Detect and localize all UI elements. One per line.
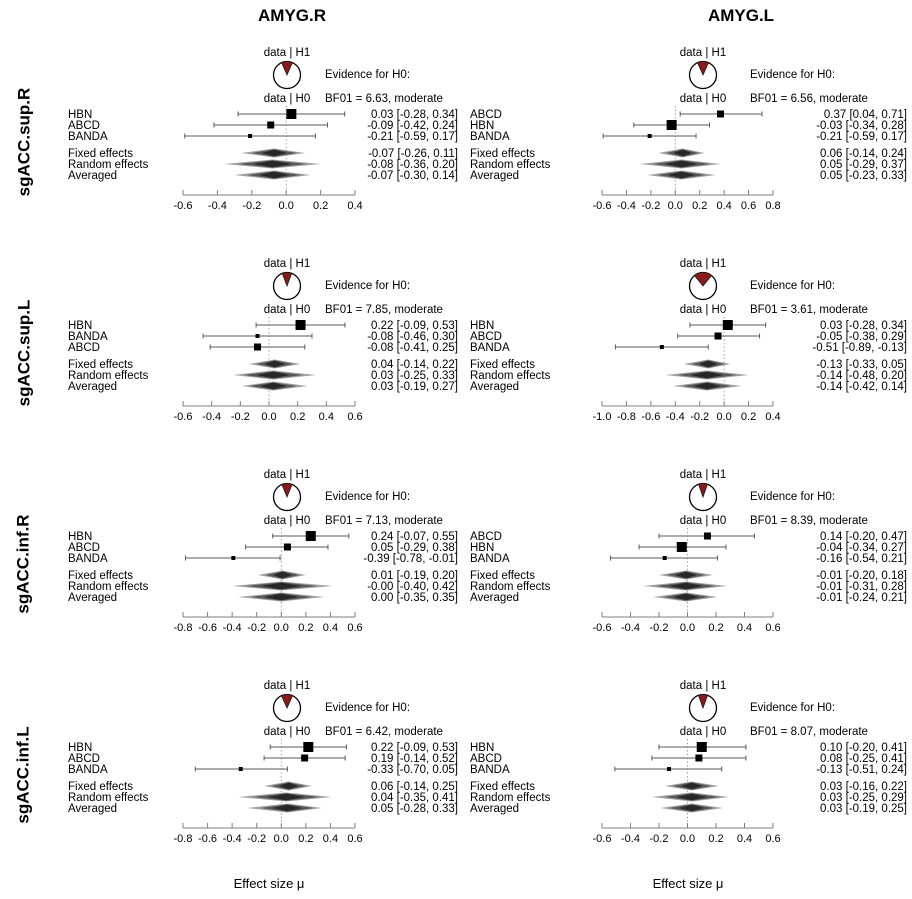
study-label: BANDA xyxy=(470,553,510,565)
estimate-value: 0.24 [-0.07, 0.55] xyxy=(371,531,458,543)
x-axis-tick-label: 0.6 xyxy=(347,833,363,845)
x-axis-tick-label: 0.0 xyxy=(667,200,683,212)
estimate-value: -0.01 [-0.24, 0.21] xyxy=(816,592,907,604)
pie-top-label: data | H1 xyxy=(263,47,311,59)
study-label: HBN xyxy=(470,320,495,332)
x-axis-tick-label: -0.4 xyxy=(665,411,685,423)
x-axis-tick-label: 0.2 xyxy=(290,411,306,423)
estimate-value: 0.19 [-0.14, 0.52] xyxy=(371,753,458,765)
row-header-label: sgACC.sup.L xyxy=(14,299,34,406)
summary-label: Averaged xyxy=(68,592,118,604)
x-axis-tick-label: 0.4 xyxy=(347,200,363,212)
estimate-value: -0.09 [-0.42, 0.24] xyxy=(367,120,458,132)
study-label: ABCD xyxy=(470,531,502,543)
x-axis-tick-label: -0.4 xyxy=(222,833,242,845)
summary-label: Fixed effects xyxy=(470,570,535,582)
x-axis-tick-label: -0.2 xyxy=(242,200,262,212)
estimate-value: -0.01 [-0.20, 0.18] xyxy=(816,570,907,582)
pie-top-label: data | H1 xyxy=(263,680,311,692)
x-axis-tick-label: 0.4 xyxy=(736,833,753,845)
estimate-value: 0.01 [-0.19, 0.20] xyxy=(371,570,458,582)
study-label: BANDA xyxy=(68,764,108,776)
evidence-heading: Evidence for H0: xyxy=(750,702,836,714)
summary-label: Averaged xyxy=(68,803,118,815)
x-axis-tick-label: -0.2 xyxy=(247,833,267,845)
pie-top-label: data | H1 xyxy=(263,469,311,481)
x-axis-tick-label: -0.6 xyxy=(198,622,218,634)
estimate-value: 0.00 [-0.35, 0.35] xyxy=(371,592,458,604)
summary-label: Random effects xyxy=(470,159,551,171)
x-axis-tick-label: 0.6 xyxy=(765,622,781,634)
row-header-label: sgACC.inf.L xyxy=(14,725,33,824)
evidence-heading: Evidence for H0: xyxy=(325,491,411,503)
summary-label: Averaged xyxy=(68,170,118,182)
estimate-value: 0.22 [-0.09, 0.53] xyxy=(371,320,458,332)
effect-marker xyxy=(239,767,243,771)
forest-panel-sup-l-amyg-r xyxy=(60,247,460,458)
effect-marker xyxy=(231,556,235,560)
study-label: BANDA xyxy=(68,131,108,143)
forest-panel-inf-r-amyg-r xyxy=(60,458,460,669)
estimate-value: -0.39 [-0.78, -0.01] xyxy=(363,553,458,565)
row-header-sgacc-sup-r xyxy=(4,36,44,247)
estimate-value: -0.13 [-0.33, 0.05] xyxy=(816,359,907,371)
estimate-value: 0.10 [-0.20, 0.41] xyxy=(820,742,907,754)
pie-bottom-label: data | H0 xyxy=(263,726,311,738)
bf01-value: BF01 = 8.07, moderate xyxy=(750,726,868,738)
estimate-value: 0.08 [-0.25, 0.41] xyxy=(820,753,907,765)
summary-label: Fixed effects xyxy=(68,359,133,371)
x-axis-tick-label: -0.6 xyxy=(198,833,218,845)
evidence-heading: Evidence for H0: xyxy=(750,69,836,81)
column-header-amyg-r: AMYG.R xyxy=(258,6,326,25)
estimate-value: -0.13 [-0.51, 0.24] xyxy=(816,764,907,776)
x-axis-tick-label: -0.2 xyxy=(641,200,661,212)
x-axis-tick-label: 0.0 xyxy=(679,833,696,845)
column-header-amyg-l: AMYG.L xyxy=(707,6,775,25)
x-axis-tick-label: 0.2 xyxy=(298,622,314,634)
pie-bottom-label: data | H0 xyxy=(263,515,311,527)
x-axis-tick-label: -0.4 xyxy=(207,200,227,212)
effect-marker xyxy=(301,755,308,762)
effect-marker xyxy=(256,334,260,338)
x-axis-tick-label: -0.6 xyxy=(173,200,193,212)
effect-marker xyxy=(677,542,687,552)
evidence-heading: Evidence for H0: xyxy=(750,491,836,503)
effect-marker xyxy=(286,109,296,119)
x-axis-tick-label: -0.6 xyxy=(592,622,612,634)
study-label: ABCD xyxy=(68,753,100,765)
estimate-value: 0.06 [-0.14, 0.25] xyxy=(371,781,458,793)
estimate-value: -0.04 [-0.34, 0.27] xyxy=(816,542,907,554)
estimate-value: -0.14 [-0.42, 0.14] xyxy=(816,381,907,393)
x-axis-tick-label: -0.6 xyxy=(592,200,612,212)
x-axis-tick-label: -0.8 xyxy=(173,833,193,845)
summary-label: Fixed effects xyxy=(470,359,535,371)
row-header-sgacc-inf-r xyxy=(4,458,44,669)
study-label: HBN xyxy=(470,542,495,554)
summary-label: Averaged xyxy=(470,381,520,393)
estimate-value: 0.03 [-0.16, 0.22] xyxy=(820,781,907,793)
study-label: HBN xyxy=(68,109,93,121)
estimate-value: 0.04 [-0.35, 0.41] xyxy=(371,792,458,804)
forest-panel-sup-r-amyg-l xyxy=(460,36,912,247)
effect-marker xyxy=(663,556,667,560)
effect-marker xyxy=(306,531,316,541)
estimate-value: -0.51 [-0.89, -0.13] xyxy=(812,342,907,354)
x-axis-tick-label: -0.4 xyxy=(202,411,222,423)
summary-label: Averaged xyxy=(470,803,520,815)
pie-top-label: data | H1 xyxy=(679,680,727,692)
x-axis-tick-label: 0.0 xyxy=(679,622,696,634)
x-axis-tick-label: -0.4 xyxy=(616,200,636,212)
x-axis-tick-label: 0.4 xyxy=(322,833,339,845)
x-axis-title-left: Effect size μ xyxy=(233,876,305,891)
effect-marker xyxy=(248,134,252,138)
pie-bottom-label: data | H0 xyxy=(679,515,727,527)
evidence-heading: Evidence for H0: xyxy=(325,69,411,81)
summary-label: Random effects xyxy=(68,159,149,171)
bf01-value: BF01 = 6.42, moderate xyxy=(325,726,443,738)
estimate-value: -0.05 [-0.38, 0.29] xyxy=(816,331,907,343)
x-axis-tick-label: 0.8 xyxy=(765,200,781,212)
estimate-value: 0.06 [-0.14, 0.24] xyxy=(820,148,907,160)
x-axis-tick-label: 0.0 xyxy=(273,833,289,845)
x-axis-tick-label: 0.4 xyxy=(765,411,781,423)
x-axis-tick-label: -0.8 xyxy=(173,622,193,634)
pie-bottom-label: data | H0 xyxy=(679,304,727,316)
estimate-value: -0.08 [-0.41, 0.25] xyxy=(367,342,458,354)
pie-top-label: data | H1 xyxy=(679,258,727,270)
effect-marker xyxy=(717,111,724,118)
effect-marker xyxy=(695,755,702,762)
effect-marker xyxy=(697,742,707,752)
bf01-value: BF01 = 8.39, moderate xyxy=(750,515,868,527)
summary-label: Averaged xyxy=(470,170,520,182)
study-label: HBN xyxy=(68,531,93,543)
x-axis-tick-label: -0.6 xyxy=(592,833,612,845)
study-label: BANDA xyxy=(470,764,510,776)
summary-label: Random effects xyxy=(68,581,149,593)
row-header-label: sgACC.inf.R xyxy=(14,513,34,614)
pie-bottom-label: data | H0 xyxy=(263,93,311,105)
pie-top-label: data | H1 xyxy=(679,469,727,481)
summary-label: Random effects xyxy=(470,581,551,593)
pie-bottom-label: data | H0 xyxy=(679,93,727,105)
estimate-value: 0.05 [-0.29, 0.37] xyxy=(820,159,907,171)
pie-top-label: data | H1 xyxy=(679,47,727,59)
estimate-value: -0.00 [-0.40, 0.42] xyxy=(367,581,458,593)
x-axis-tick-label: -0.4 xyxy=(222,622,242,634)
x-axis-tick-label: -0.8 xyxy=(616,411,636,423)
bf01-value: BF01 = 3.61, moderate xyxy=(750,304,868,316)
summary-label: Fixed effects xyxy=(470,781,535,793)
bf01-value: BF01 = 6.63, moderate xyxy=(325,93,443,105)
effect-marker xyxy=(267,122,274,129)
estimate-value: 0.03 [-0.25, 0.29] xyxy=(820,792,907,804)
effect-marker xyxy=(715,333,722,340)
x-axis-tick-label: 0.4 xyxy=(322,622,339,634)
x-axis-tick-label: 0.4 xyxy=(716,200,732,212)
x-axis-tick-label: 0.2 xyxy=(312,200,329,212)
summary-label: Averaged xyxy=(470,592,520,604)
effect-marker xyxy=(667,767,671,771)
summary-label: Random effects xyxy=(470,370,551,382)
estimate-value: 0.03 [-0.28, 0.34] xyxy=(371,109,458,121)
x-axis-tick-label: 0.2 xyxy=(708,622,724,634)
study-label: ABCD xyxy=(68,542,100,554)
x-axis-tick-label: -0.4 xyxy=(621,622,640,634)
study-label: BANDA xyxy=(68,553,108,565)
study-label: ABCD xyxy=(470,753,502,765)
effect-marker xyxy=(303,742,313,752)
x-axis-tick-label: 0.6 xyxy=(347,622,363,634)
summary-label: Random effects xyxy=(68,370,149,382)
estimate-value: -0.07 [-0.26, 0.11] xyxy=(368,148,458,160)
pie-bottom-label: data | H0 xyxy=(679,726,727,738)
study-label: ABCD xyxy=(470,331,502,343)
estimate-value: 0.03 [-0.19, 0.25] xyxy=(820,803,907,815)
evidence-heading: Evidence for H0: xyxy=(750,280,836,292)
x-axis-tick-label: 0.4 xyxy=(318,411,334,423)
effect-marker xyxy=(660,345,664,349)
summary-label: Fixed effects xyxy=(470,148,535,160)
x-axis-tick-label: -0.2 xyxy=(649,622,669,634)
study-label: BANDA xyxy=(68,331,108,343)
study-label: HBN xyxy=(68,320,93,332)
x-axis-tick-label: -0.4 xyxy=(621,833,640,845)
x-axis-tick-label: 0.2 xyxy=(692,200,708,212)
effect-marker xyxy=(648,134,652,138)
estimate-value: -0.03 [-0.34, 0.28] xyxy=(816,120,907,132)
x-axis-tick-label: -0.2 xyxy=(690,411,710,423)
study-label: BANDA xyxy=(470,342,510,354)
forest-panel-inf-l-amyg-l xyxy=(460,669,912,880)
effect-marker xyxy=(254,344,261,351)
estimate-value: 0.04 [-0.14, 0.22] xyxy=(371,359,458,371)
x-axis-tick-label: 0.0 xyxy=(716,411,732,423)
evidence-heading: Evidence for H0: xyxy=(325,280,411,292)
estimate-value: -0.21 [-0.59, 0.17] xyxy=(367,131,458,143)
x-axis-tick-label: 0.6 xyxy=(765,833,781,845)
estimate-value: -0.01 [-0.31, 0.28] xyxy=(816,581,907,593)
x-axis-tick-label: -1.0 xyxy=(592,411,612,423)
estimate-value: -0.14 [-0.48, 0.20] xyxy=(816,370,907,382)
pie-top-label: data | H1 xyxy=(263,258,311,270)
estimate-value: -0.21 [-0.59, 0.17] xyxy=(816,131,907,143)
bf01-value: BF01 = 7.85, moderate xyxy=(325,304,443,316)
x-axis-tick-label: 0.2 xyxy=(298,833,314,845)
estimate-value: 0.22 [-0.09, 0.53] xyxy=(371,742,458,754)
x-axis-tick-label: 0.0 xyxy=(278,200,294,212)
x-axis-tick-label: 0.6 xyxy=(347,411,363,423)
estimate-value: 0.37 [0.04, 0.71] xyxy=(823,109,907,121)
estimate-value: 0.05 [-0.23, 0.33] xyxy=(820,170,907,182)
row-header-sgacc-inf-l xyxy=(4,669,44,880)
summary-label: Random effects xyxy=(68,792,149,804)
bf01-value: BF01 = 7.13, moderate xyxy=(325,515,443,527)
estimate-value: -0.16 [-0.54, 0.21] xyxy=(816,553,907,565)
x-axis-tick-label: 0.0 xyxy=(261,411,277,423)
x-axis-tick-label: 0.4 xyxy=(736,622,753,634)
x-axis-tick-label: -0.2 xyxy=(649,833,669,845)
summary-label: Fixed effects xyxy=(68,781,133,793)
bf01-value: BF01 = 6.56, moderate xyxy=(750,93,868,105)
summary-label: Fixed effects xyxy=(68,570,133,582)
effect-marker xyxy=(284,544,291,551)
estimate-value: -0.08 [-0.46, 0.30] xyxy=(367,331,458,343)
study-label: HBN xyxy=(470,742,495,754)
estimate-value: -0.07 [-0.30, 0.14] xyxy=(367,170,458,182)
forest-panel-sup-l-amyg-l xyxy=(460,247,912,458)
estimate-value: 0.03 [-0.28, 0.34] xyxy=(820,320,907,332)
forest-panel-inf-l-amyg-r xyxy=(60,669,460,880)
x-axis-tick-label: 0.6 xyxy=(740,200,757,212)
estimate-value: 0.05 [-0.29, 0.38] xyxy=(371,542,458,554)
study-label: HBN xyxy=(470,120,495,132)
study-label: ABCD xyxy=(68,342,100,354)
study-label: HBN xyxy=(68,742,93,754)
effect-marker xyxy=(723,320,733,330)
estimate-value: 0.14 [-0.20, 0.47] xyxy=(820,531,907,543)
x-axis-tick-label: -0.2 xyxy=(247,622,267,634)
x-axis-tick-label: 0.2 xyxy=(740,411,757,423)
row-header-label: sgACC.sup.R xyxy=(14,87,33,196)
forest-panel-sup-r-amyg-r xyxy=(60,36,460,247)
row-header-sgacc-sup-l xyxy=(4,247,44,458)
study-label: BANDA xyxy=(470,131,510,143)
x-axis-tick-label: -0.2 xyxy=(230,411,250,423)
estimate-value: 0.05 [-0.28, 0.33] xyxy=(371,803,458,815)
x-axis-tick-label: 0.0 xyxy=(273,622,289,634)
estimate-value: -0.33 [-0.70, 0.05] xyxy=(367,764,458,776)
effect-marker xyxy=(296,320,306,330)
summary-label: Averaged xyxy=(68,381,118,393)
x-axis-tick-label: 0.2 xyxy=(708,833,724,845)
forest-panel-inf-r-amyg-l xyxy=(460,458,912,669)
estimate-value: -0.08 [-0.36, 0.20] xyxy=(367,159,458,171)
summary-label: Random effects xyxy=(470,792,551,804)
evidence-heading: Evidence for H0: xyxy=(325,702,411,714)
x-axis-tick-label: -0.6 xyxy=(641,411,661,423)
estimate-value: 0.03 [-0.25, 0.33] xyxy=(371,370,458,382)
effect-marker xyxy=(704,533,711,540)
study-label: ABCD xyxy=(68,120,100,132)
effect-marker xyxy=(667,120,677,130)
x-axis-title-right: Effect size μ xyxy=(652,876,724,891)
pie-bottom-label: data | H0 xyxy=(263,304,311,316)
estimate-value: 0.03 [-0.19, 0.27] xyxy=(371,381,458,393)
x-axis-tick-label: -0.6 xyxy=(173,411,193,423)
summary-label: Fixed effects xyxy=(68,148,133,160)
study-label: ABCD xyxy=(470,109,502,121)
